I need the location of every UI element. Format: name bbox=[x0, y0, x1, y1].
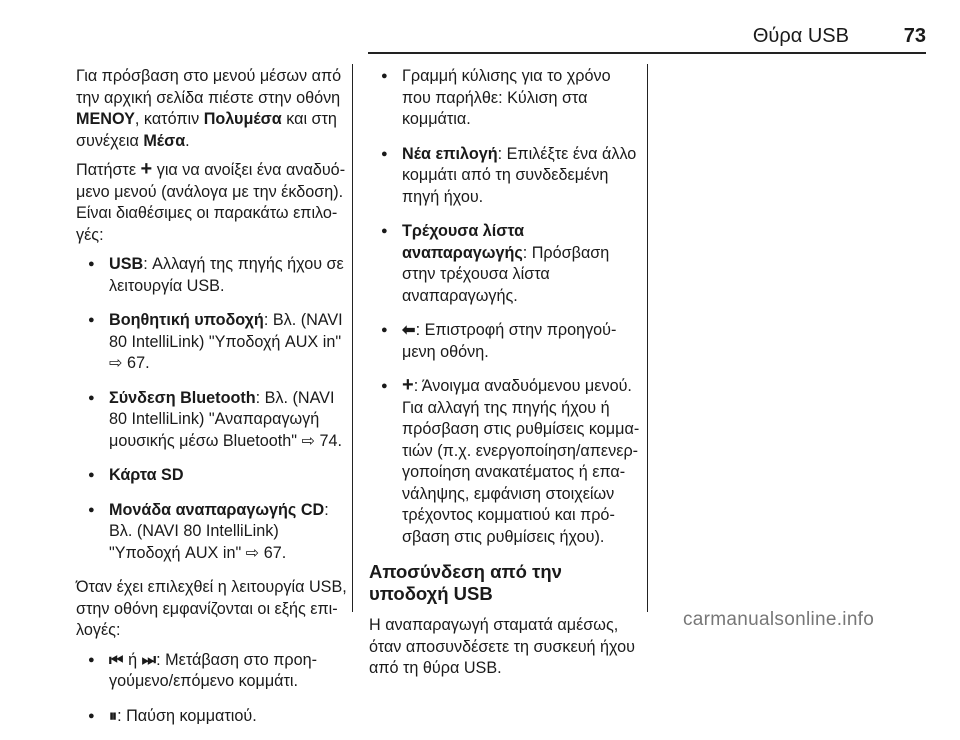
disconnect-heading: Αποσύνδεση από την υποδοχή USB bbox=[369, 561, 562, 604]
list-item: ● +: Άνοιγμα αναδυόμενου μενού. Για αλλαγή της πηγής ήχου ή πρόσβαση στις ρυθμίσεις κομματιών (π.χ. ενεργοποίηση/απενεργοποίηση ανακατέματος ή επανάληψης, εμφάνιση στοιχείων τρέχοντος κομματιού και πρόσβαση στις ρυθμίσεις ήχου). bbox=[369, 376, 641, 548]
next-track-icon: ⏭ bbox=[141, 650, 157, 669]
multimedia-term: Πολυμέσα bbox=[203, 110, 282, 128]
left-column bbox=[76, 66, 348, 740]
intro-paragraph: Για πρόσβαση στο μενού μέσων από την αρχική σελίδα πιέστε στην οθόνη ΜΕΝΟΥ, κατόπιν Πολυμέσα και στη συνέχεια Μέσα. bbox=[76, 67, 342, 150]
plus-icon: + bbox=[402, 374, 414, 396]
watermark: carmanualsonline.info bbox=[683, 609, 875, 630]
column-divider-right bbox=[647, 64, 648, 612]
back-arrow-icon: ⬅ bbox=[402, 321, 416, 339]
list-item: ● Νέα επιλογή: Επιλέξτε ένα άλλο κομμάτι από τη συνδεδεμένη πηγή ήχου. bbox=[369, 144, 641, 209]
list-item: ● Γραμμή κύλισης για το χρόνο που παρήλθε: Κύλιση στα κομμάτια. bbox=[369, 66, 641, 131]
list-item: ● USB: Αλλαγή της πηγής ήχου σε λειτουργία USB. bbox=[76, 254, 348, 297]
list-item: ● Τρέχουσα λίστα αναπαραγωγής: Πρόσβαση στην τρέχουσα λίστα αναπαραγωγής. bbox=[369, 221, 641, 307]
column-divider-left bbox=[352, 64, 353, 612]
list-item: ● Βοηθητική υποδοχή: Βλ. (NAVI 80 IntelliLink) "Υποδοχή AUX in" ⇨ 67. bbox=[76, 310, 348, 375]
list-item: ● Μονάδα αναπαραγωγής CD: Βλ. (NAVI 80 IntelliLink) "Υποδοχή AUX in" ⇨ 67. bbox=[76, 500, 348, 565]
list-item: ● ⬅: Επιστροφή στην προηγούμενη οθόνη. bbox=[369, 320, 641, 363]
disconnect-paragraph: Η αναπαραγωγή σταματά αμέσως, όταν αποσυνδέσετε τη συσκευή ήχου από τη θύρα USB. bbox=[369, 616, 635, 677]
usb-options-list bbox=[369, 66, 641, 548]
page-number: 73 bbox=[903, 25, 926, 47]
list-item: ● ⏮ ή ⏭: Μετάβαση στο προηγούμενο/επόμενο κομμάτι. bbox=[76, 650, 348, 693]
header-rule bbox=[368, 52, 926, 54]
media-term: Μέσα bbox=[143, 131, 186, 150]
pause-icon: ⏸ bbox=[109, 706, 118, 725]
popup-paragraph: Πατήστε + για να ανοίξει ένα αναδυόμενο μενού (ανάλογα με την έκδοση). Είναι διαθέσιμες οι παρακάτω επιλογές: bbox=[76, 158, 346, 244]
list-item: ● Σύνδεση Bluetooth: Βλ. (NAVI 80 IntelliLink) "Αναπαραγωγή μουσικής μέσω Bluetooth" ⇨ 74. bbox=[76, 388, 348, 453]
section-title: Θύρα USB bbox=[752, 25, 849, 47]
list-item: ● Κάρτα SD bbox=[76, 465, 348, 487]
list-item: ● ⏸: Παύση κομματιού. bbox=[76, 706, 348, 728]
right-column bbox=[369, 66, 641, 688]
usb-mode-paragraph: Όταν έχει επιλεχθεί η λειτουργία USB, στην οθόνη εμφανίζονται οι εξής επιλογές: bbox=[76, 578, 347, 639]
usb-controls-list bbox=[76, 650, 348, 728]
source-options-list bbox=[76, 254, 348, 564]
plus-icon: + bbox=[140, 158, 153, 180]
menu-term: ΜΕΝΟΥ bbox=[76, 110, 135, 128]
previous-track-icon: ⏮ bbox=[109, 650, 124, 669]
